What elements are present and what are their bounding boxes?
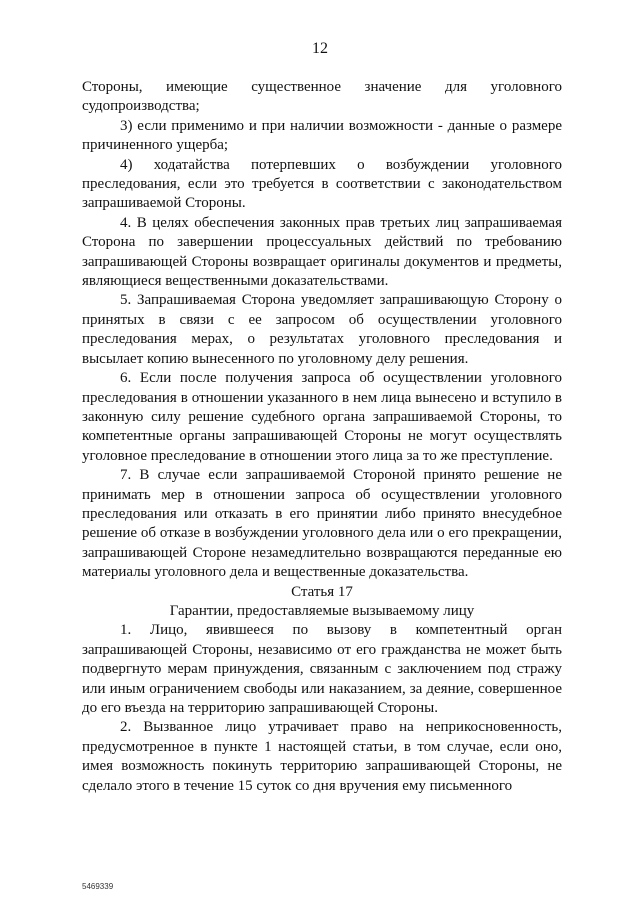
page-number: 12 <box>312 40 328 57</box>
paragraph: 3) если применимо и при наличии возможности - данные о размере причиненного ущерба; <box>82 117 562 154</box>
paragraph: 5. Запрашиваемая Сторона уведомляет запрашивающую Сторону о принятых в связи с ее запросом об осуществлении уголовного преследования мерах, о результатах уголовного преследования и высылает копию вынесенного по уголовному делу решения. <box>82 292 562 367</box>
article-heading: Статья 17 <box>291 583 353 600</box>
paragraph: 7. В случае если запрашиваемой Стороной принято решение не принимать мер в отношении запроса об осуществлении уголовного преследования или отказать в его принятии либо принято внесудебное решение об отказе в возбуждении уголовного дела или о его прекращении, запрашивающей Стороне незамедлительно возвращаются переданные ею материалы уголовного дела и вещественные доказательства. <box>82 467 562 581</box>
paragraph: 1. Лицо, явившееся по вызову в компетентный орган запрашивающей Стороны, независимо от его гражданства не может быть подвергнуто мерам принуждения, связанным с заключением под стражу или иным ограничением свободы или наказанием, за деяние, совершенное до его въезда на территорию запрашивающей Стороны. <box>82 622 562 716</box>
paragraph: 2. Вызванное лицо утрачивает право на неприкосновенность, предусмотренное в пункте 1 настоящей статьи, в том случае, если оно, имея возможность покинуть территорию запрашивающей Стороны, не сделало этого в течение 15 суток со дня вручения ему письменного <box>82 719 562 794</box>
paragraph: 4. В целях обеспечения законных прав третьих лиц запрашиваемая Сторона по завершении процессуальных действий по требованию запрашивающей Стороны возвращает оригиналы документов и предметы, являющиеся вещественными доказательствами. <box>82 214 562 290</box>
paragraph: 4) ходатайства потерпевших о возбуждении уголовного преследования, если это требуется в соответствии с законодательством запрашиваемой Стороны. <box>82 156 562 212</box>
document-body <box>82 78 562 796</box>
paragraph: 6. Если после получения запроса об осуществлении уголовного преследования в отношении указанного в нем лица вынесено и вступило в законную силу решение судебного органа запрашиваемой Стороны, то компетентные органы запрашивающей Стороны не могут осуществлять уголовное преследование в отношении этого лица за то же преступление. <box>82 370 562 464</box>
article-title: Гарантии, предоставляемые вызываемому лицу <box>169 602 475 619</box>
document-code: 5469339 <box>82 882 114 891</box>
paragraph: Стороны, имеющие существенное значение для уголовного судопроизводства; <box>82 79 562 115</box>
